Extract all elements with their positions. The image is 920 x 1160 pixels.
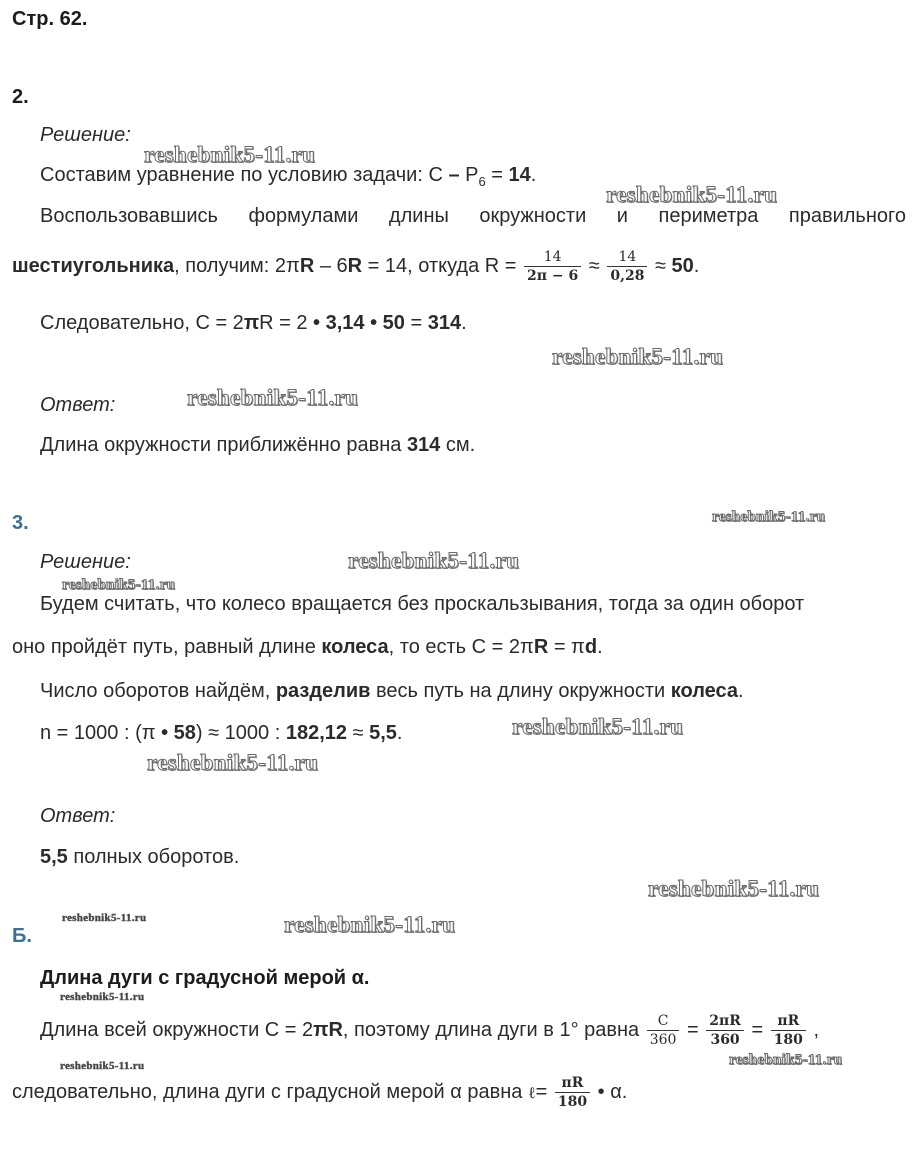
watermark: reshebnik5-11.ru <box>512 714 684 739</box>
fraction-14-over-2pi-minus-6: $\frac{14}{2\pi - 6}$ <box>524 250 581 283</box>
fraction-2pir-over-360: $\frac{2\pi R}{360}$ <box>706 1014 744 1047</box>
task-3-line-3: Число оборотов найдём, разделив весь путь на длину окружности колеса. <box>40 680 744 702</box>
section-b-line-1: Длина всей окружности С = 2πR, поэтому длина дуги в 1° равна $\frac{C}{360}$ = $\frac{2\pi R}{360}$ = $\frac{\pi R}{180}$ , <box>40 1013 820 1049</box>
watermark: reshebnik5-11.ru <box>62 577 176 593</box>
section-b-number: Б. <box>12 925 32 947</box>
task-3-line-1: Будем считать, что колесо вращается без проскальзывания, тогда за один оборот <box>40 593 805 615</box>
watermark: reshebnik5-11.ru <box>648 876 820 901</box>
task-3-line-4: n = 1000 : (π • 58) ≈ 1000 : 182,12 ≈ 5,5. <box>40 722 403 744</box>
page-title: Стр. 62. <box>12 8 88 30</box>
task-2-line-1: Составим уравнение по условию задачи: $С - Р_6 = 14$. <box>40 164 537 189</box>
task-3-number: 3. <box>12 512 29 534</box>
watermark: reshebnik5-11.ru <box>147 750 319 775</box>
fraction-c-over-360: $\frac{C}{360}$ <box>647 1014 680 1047</box>
task-3-answer-label: Ответ: <box>40 805 116 827</box>
watermark: reshebnik5-11.ru <box>62 912 147 924</box>
task-2-number: 2. <box>12 86 29 108</box>
watermark: reshebnik5-11.ru <box>348 548 520 573</box>
watermark: reshebnik5-11.ru <box>552 344 724 369</box>
task-2-line-3: шестиугольника, получим: 2πR – 6R = 14, откуда R = $\frac{14}{2\pi - 6}$ ≈ $\frac{14}{0,28}$ ≈ 50. <box>12 249 700 285</box>
task-3-answer: 5,5 полных оборотов. <box>40 846 240 868</box>
watermark: reshebnik5-11.ru <box>729 1052 843 1068</box>
task-3-line-2: оно пройдёт путь, равный длине колеса, то есть С = 2πR = πd. <box>12 636 603 658</box>
watermark: reshebnik5-11.ru <box>187 385 359 410</box>
fraction-pir-over-180-arc: $\frac{\pi R}{180}$ <box>555 1076 590 1109</box>
task-2-line-2: Воспользовавшись формулами длины окружности и периметра правильного <box>40 205 906 227</box>
task-2-line-4: Следовательно, С = 2πR = 2 • 3,14 • 50 = 314. <box>40 312 467 334</box>
watermark: reshebnik5-11.ru <box>606 182 778 207</box>
watermark: reshebnik5-11.ru <box>60 991 145 1003</box>
task-2-answer-label: Ответ: <box>40 394 116 416</box>
watermark: reshebnik5-11.ru <box>712 509 826 525</box>
task-2-solution-label: Решение: <box>40 124 131 146</box>
fraction-pir-over-180: $\frac{\pi R}{180}$ <box>771 1014 806 1047</box>
section-b-heading: Длина дуги с градусной мерой α. <box>40 967 370 989</box>
fraction-14-over-0-28: $\frac{14}{0,28}$ <box>607 250 647 283</box>
task-2-answer: Длина окружности приближённо равна 314 см. <box>40 434 476 456</box>
task-3-solution-label: Решение: <box>40 551 131 573</box>
watermark: reshebnik5-11.ru <box>60 1060 145 1072</box>
watermark: reshebnik5-11.ru <box>144 142 316 167</box>
section-b-line-2: следовательно, длина дуги с градусной мерой α равна ℓ= $\frac{\pi R}{180}$ • α. <box>12 1075 628 1111</box>
watermark: reshebnik5-11.ru <box>284 912 456 937</box>
